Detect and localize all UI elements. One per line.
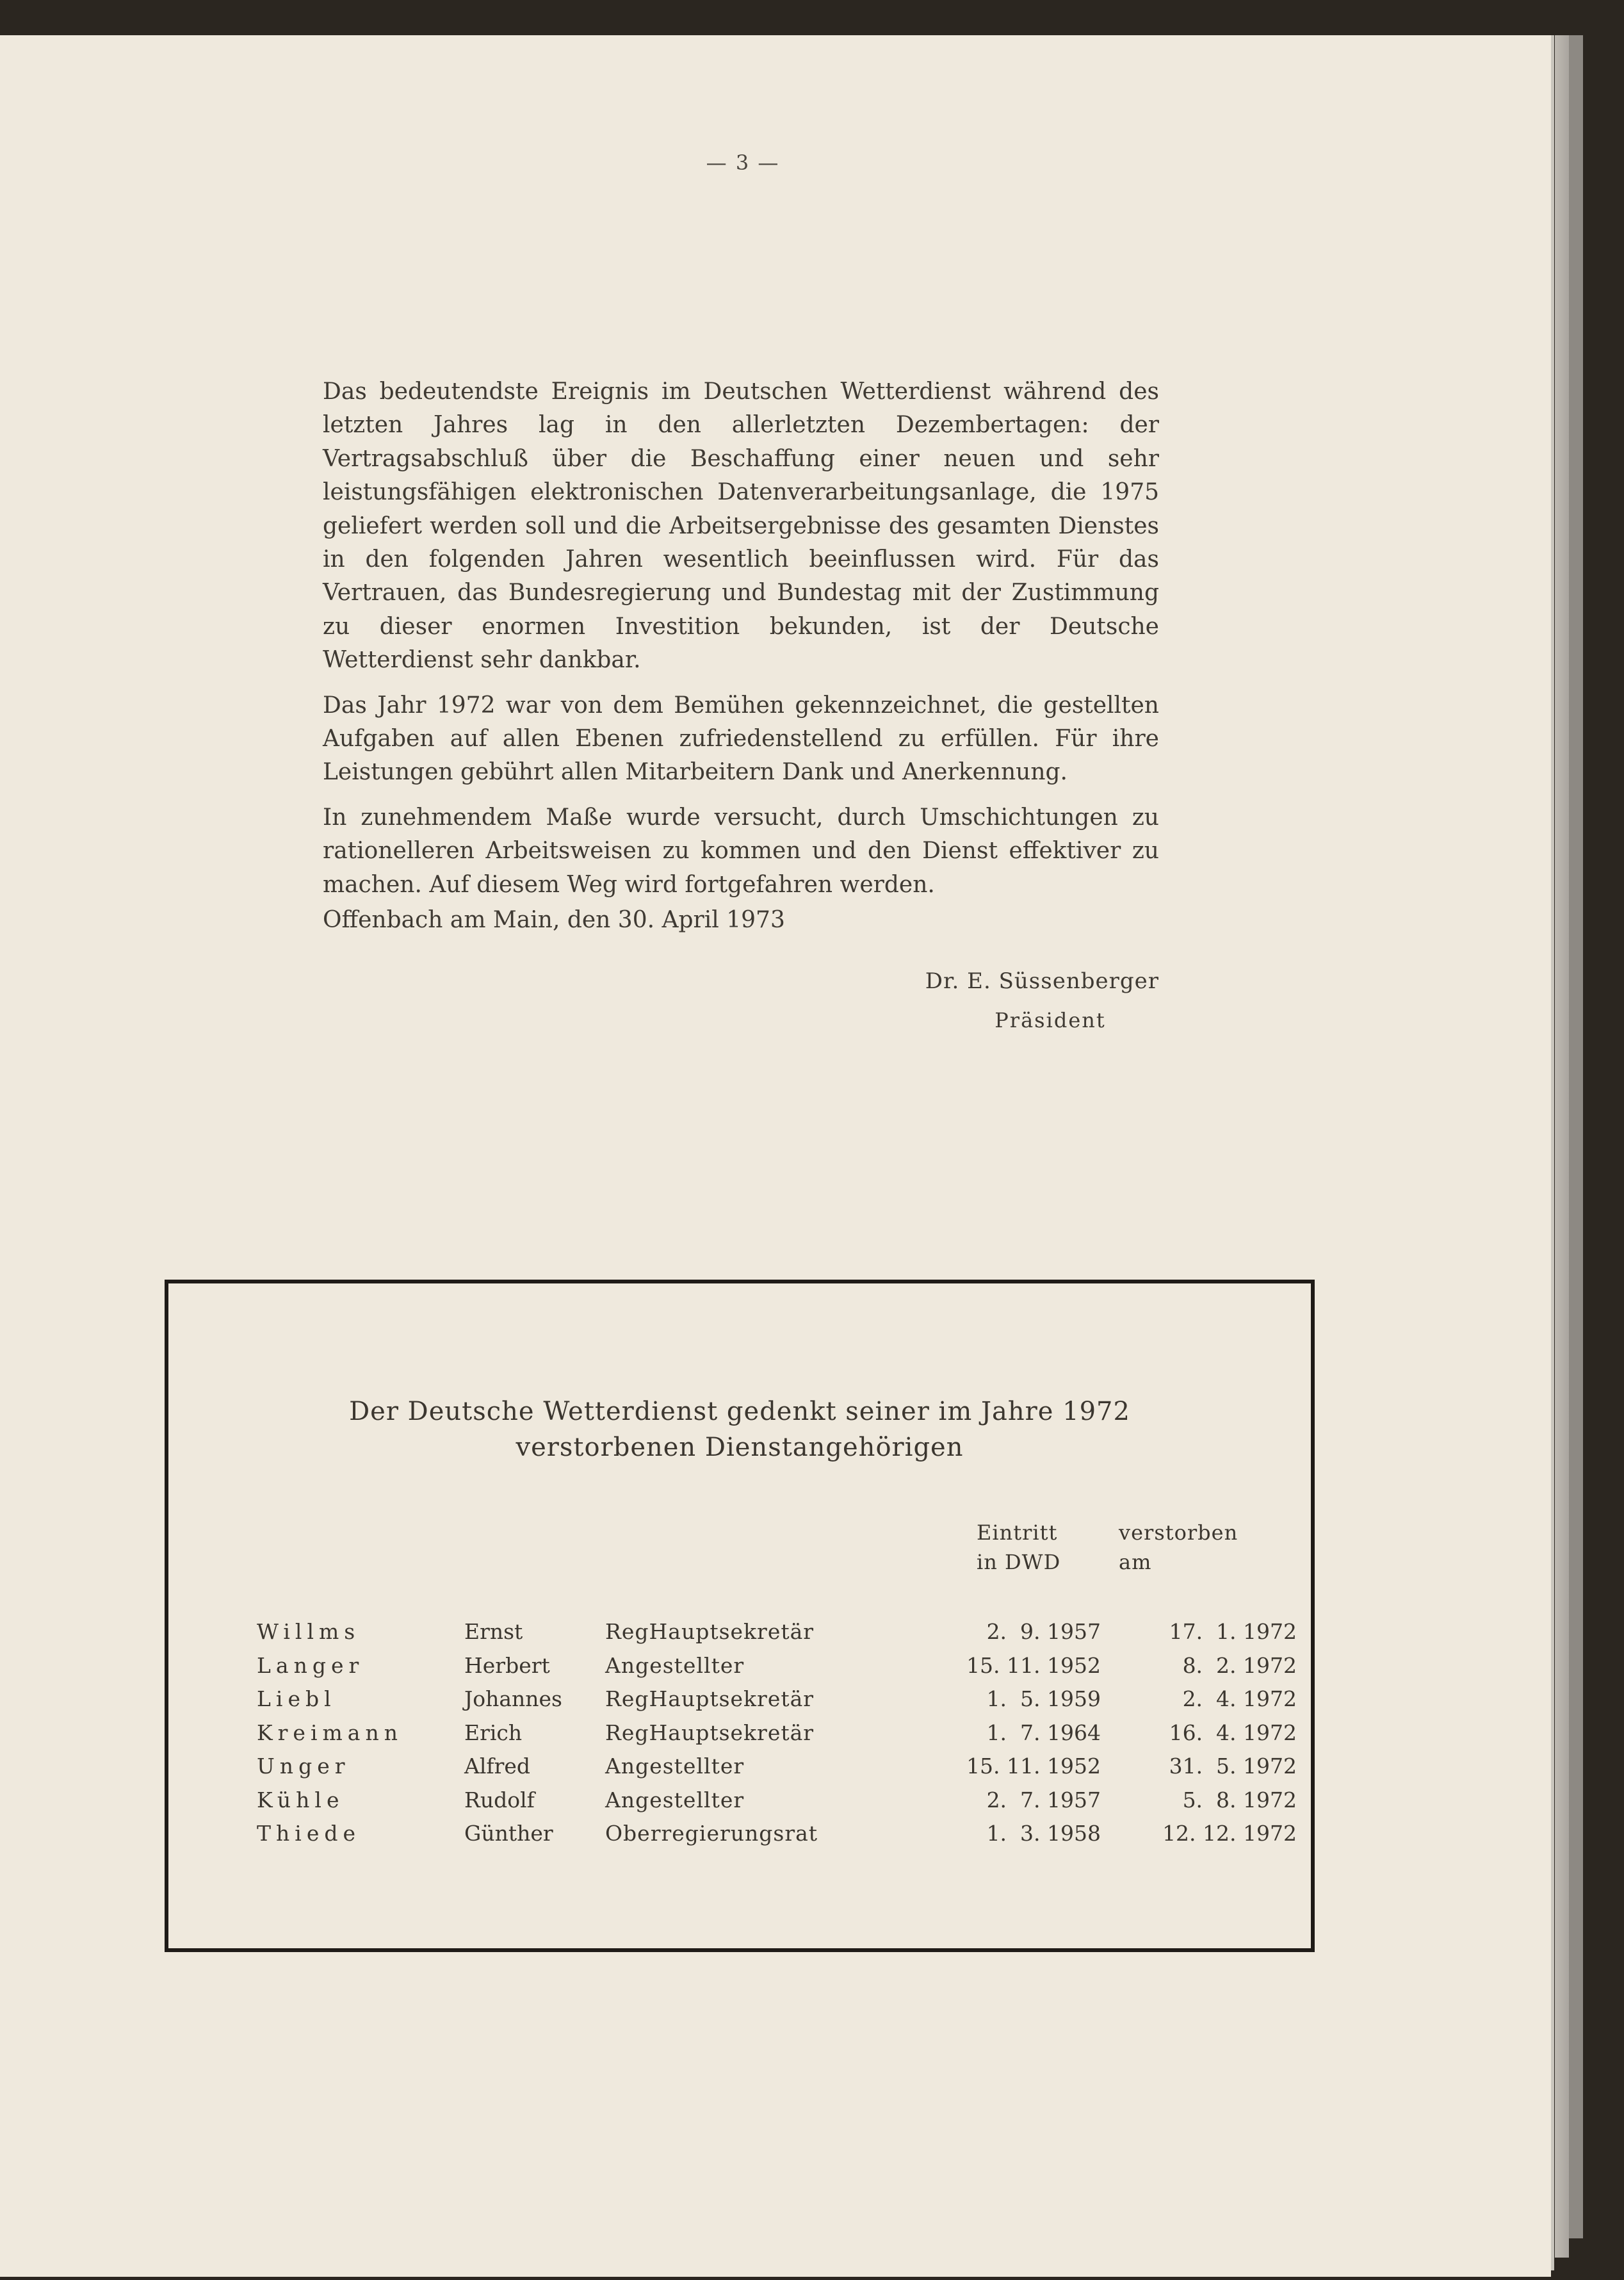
memorial-title [168, 1394, 1311, 1465]
death-date: 31. 5. 1972 [1169, 1754, 1297, 1779]
death-date: 5. 8. 1972 [1182, 1787, 1297, 1812]
death-date: 8. 2. 1972 [1182, 1652, 1297, 1678]
first-name: Erich [464, 1720, 523, 1745]
last-name: Liebl [257, 1686, 336, 1711]
last-name: Kreimann [257, 1720, 403, 1745]
entry-date: 1. 3. 1958 [986, 1821, 1101, 1846]
last-name: Willms [257, 1619, 361, 1644]
entry-date: 15. 11. 1952 [966, 1754, 1101, 1779]
memorial-row [168, 1821, 1311, 1855]
death-date: 12. 12. 1972 [1162, 1821, 1297, 1846]
death-date: 2. 4. 1972 [1182, 1686, 1297, 1711]
first-name: Günther [464, 1821, 553, 1846]
letter-paragraph: Das Jahr 1972 war von dem Bemühen gekennzeichnet, die gestellten Aufgaben auf allen Ebenen zufriedenstellend zu erfüllen. Für ihre Leistungen gebührt allen Mitarbeitern Dank und Anerkennung. [323, 692, 1159, 786]
rank: Angestellter [605, 1754, 745, 1779]
last-name: Langer [257, 1652, 364, 1678]
first-name: Alfred [464, 1754, 531, 1779]
memorial-row [168, 1754, 1311, 1787]
memorial-box [165, 1280, 1315, 1952]
memorial-row [168, 1787, 1311, 1821]
rank: RegHauptsekretär [605, 1720, 815, 1745]
letter-paragraph: Das bedeutendste Ereignis im Deutschen Wetterdienst während des letzten Jahres lag in den allerletzten Dezembertagen: der Vertragsabschluß über die Beschaffung einer neuen und sehr leistungsfähigen elektronischen Datenverarbeitungsanlage, die 1975 geliefert werden soll und die Arbeitsergebnisse des gesamten Dienstes in den folgenden Jahren wesentlich beeinflussen wird. Für das Vertrauen, das Bundesregierung und Bundestag mit der Zustimmung zu dieser enormen Investition bekunden, ist der Deutsche Wetterdienst sehr dankbar. [323, 379, 1159, 674]
first-name: Herbert [464, 1652, 550, 1678]
place-date: Offenbach am Main, den 30. April 1973 [323, 907, 785, 933]
signer-name: Dr. E. Süssenberger [925, 968, 1159, 994]
column-header-died [1119, 1518, 1238, 1577]
letter-paragraph: In zunehmendem Maße wurde versucht, durch Umschichtungen zu rationelleren Arbeitsweisen zu kommen und den Dienst effektiver zu machen. Auf diesem Weg wird fortgefahren werden. [323, 804, 1159, 898]
last-name: Kühle [257, 1787, 345, 1812]
entry-date: 2. 9. 1957 [986, 1619, 1101, 1644]
page-edge [1555, 35, 1569, 2258]
column-header-text: Eintritt [977, 1520, 1058, 1545]
rank: Angestellter [605, 1652, 745, 1678]
memorial-row [168, 1653, 1311, 1687]
column-header-text: am [1119, 1550, 1152, 1574]
first-name: Rudolf [464, 1787, 535, 1812]
rank: Oberregierungsrat [605, 1821, 818, 1846]
last-name: Unger [257, 1754, 350, 1779]
rank: RegHauptsekretär [605, 1619, 815, 1644]
memorial-row [168, 1619, 1311, 1653]
signer-title: Präsident [995, 1008, 1106, 1032]
memorial-row [168, 1720, 1311, 1754]
column-header-text: verstorben [1119, 1520, 1238, 1545]
column-header-text: in DWD [977, 1550, 1061, 1574]
memorial-row [168, 1686, 1311, 1720]
memorial-title-line: Der Deutsche Wetterdienst gedenkt seiner im Jahre 1972 [349, 1397, 1130, 1426]
first-name: Johannes [464, 1686, 562, 1711]
death-date: 17. 1. 1972 [1169, 1619, 1297, 1644]
entry-date: 2. 7. 1957 [986, 1787, 1101, 1812]
column-header-entry [977, 1518, 1060, 1577]
rank: RegHauptsekretär [605, 1686, 815, 1711]
letter-body [323, 375, 1159, 913]
memorial-list [168, 1619, 1311, 1855]
entry-date: 1. 5. 1959 [986, 1686, 1101, 1711]
death-date: 16. 4. 1972 [1169, 1720, 1297, 1745]
last-name: Thiede [257, 1821, 361, 1846]
page-number: — 3 — [706, 151, 780, 175]
entry-date: 15. 11. 1952 [966, 1652, 1101, 1678]
entry-date: 1. 7. 1964 [986, 1720, 1101, 1745]
page-edge [1569, 35, 1583, 2238]
first-name: Ernst [464, 1619, 523, 1644]
rank: Angestellter [605, 1787, 745, 1812]
memorial-title-line: verstorbenen Dienstangehörigen [516, 1433, 964, 1462]
